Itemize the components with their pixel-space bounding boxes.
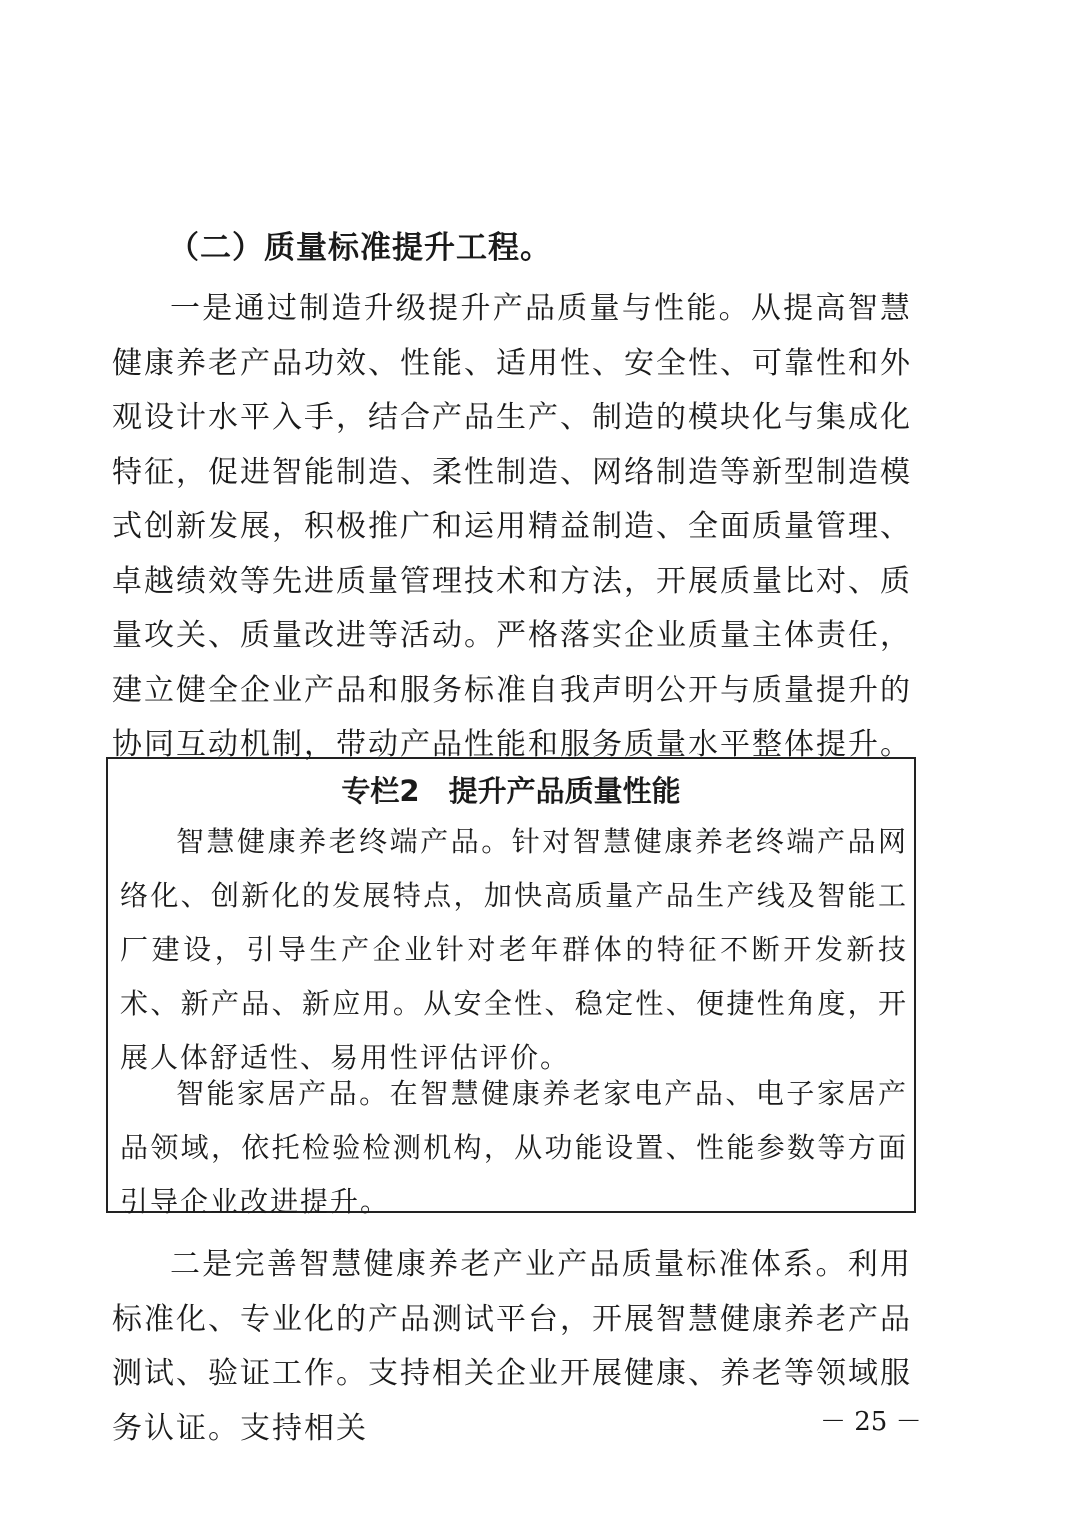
page-number: － 25 － [820, 1407, 922, 1437]
column-box [106, 757, 916, 1218]
column-box-paragraph-smart-home: 智能家居产品。在智慧健康养老家电产品、电子家居产品领域，依托检验检测机构，从功能设置、性能参数等方面引导企业改进提升。 [120, 1077, 908, 1218]
column-box-title: 专栏2 提升产品质量性能 [341, 774, 681, 808]
section-heading: （二）质量标准提升工程。 [168, 230, 552, 266]
paragraph-standard-system: 二是完善智慧健康养老产业产品质量标准体系。利用标准化、专业化的产品测试平台，开展智慧健康养老产品测试、验证工作。支持相关企业开展健康、养老等领域服务认证。支持相关 [112, 1247, 912, 1446]
paragraph-quality-upgrade: 一是通过制造升级提升产品质量与性能。从提高智慧健康养老产品功效、性能、适用性、安全性、可靠性和外观设计水平入手，结合产品生产、制造的模块化与集成化特征，促进智能制造、柔性制造、网络制造等新型制造模式创新发展，积极推广和运用精益制造、全面质量管理、卓越绩效等先进质量管理技术和方法，开展质量比对、质量攻关、质量改进等活动。严格落实企业质量主体责任，建立健全企业产品和服务标准自我声明公开与质量提升的协同互动机制，带动产品性能和服务质量水平整体提升。 [112, 291, 912, 762]
column-box-paragraph-terminal-products: 智慧健康养老终端产品。针对智慧健康养老终端产品网络化、创新化的发展特点，加快高质量产品生产线及智能工厂建设，引导生产企业针对老年群体的特征不断开发新技术、新产品、新应用。从安全性、稳定性、便捷性角度，开展人体舒适性、易用性评估评价。 [120, 825, 908, 1074]
